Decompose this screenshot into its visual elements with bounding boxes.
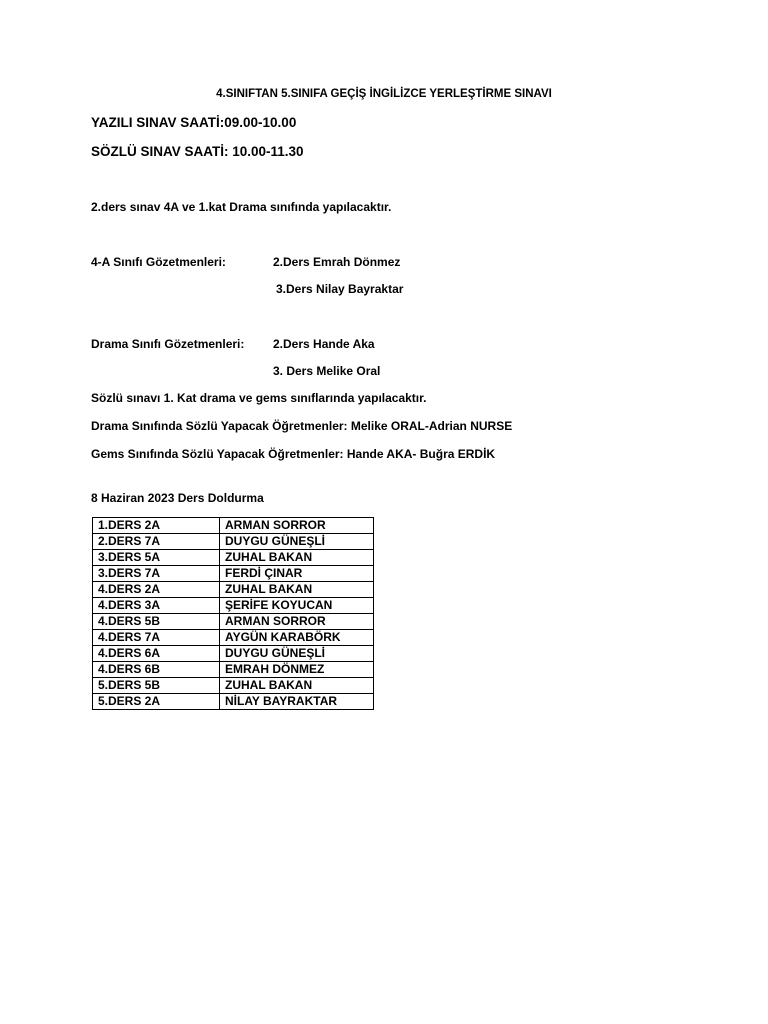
lesson-cell: 3.DERS 5A — [93, 550, 220, 566]
lesson-cell: 4.DERS 2A — [93, 582, 220, 598]
proctors-drama-label: Drama Sınıfı Gözetmenleri: — [91, 337, 245, 351]
lesson-cell: 4.DERS 3A — [93, 598, 220, 614]
document-title: 4.SINIFTAN 5.SINIFA GEÇİŞ İNGİLİZCE YERLEŞTİRME SINAVI — [216, 88, 552, 100]
lesson-cell: 4.DERS 6A — [93, 646, 220, 662]
drama-oral-teachers: Drama Sınıfında Sözlü Yapacak Öğretmenler: Melike ORAL-Adrian NURSE — [91, 419, 513, 433]
lesson-cell: 3.DERS 7A — [93, 566, 220, 582]
table-row — [93, 550, 374, 566]
lesson-cell: 4.DERS 6B — [93, 662, 220, 678]
teacher-cell: DUYGU GÜNEŞLİ — [220, 534, 374, 550]
proctors-4a-item-1: 2.Ders Emrah Dönmez — [273, 255, 401, 269]
table-row — [93, 694, 374, 710]
lesson-cell: 1.DERS 2A — [93, 518, 220, 534]
teacher-cell: ZUHAL BAKAN — [220, 550, 374, 566]
teacher-cell: FERDİ ÇINAR — [220, 566, 374, 582]
table-row — [93, 598, 374, 614]
teacher-cell: DUYGU GÜNEŞLİ — [220, 646, 374, 662]
table-row — [93, 518, 374, 534]
table-row — [93, 662, 374, 678]
proctors-4a-label: 4-A Sınıfı Gözetmenleri: — [91, 255, 226, 269]
table-row — [93, 582, 374, 598]
proctors-4a-item-2: 3.Ders Nilay Bayraktar — [276, 282, 404, 296]
oral-exam-time: SÖZLÜ SINAV SAATİ: 10.00-11.30 — [91, 144, 304, 159]
oral-location: Sözlü sınavı 1. Kat drama ve gems sınıflarında yapılacaktır. — [91, 391, 427, 405]
table-row — [93, 678, 374, 694]
teacher-cell: AYGÜN KARABÖRK — [220, 630, 374, 646]
fill-in-heading: 8 Haziran 2023 Ders Doldurma — [91, 491, 264, 505]
teacher-cell: EMRAH DÖNMEZ — [220, 662, 374, 678]
lesson-cell: 4.DERS 7A — [93, 630, 220, 646]
lesson-cell: 5.DERS 5B — [93, 678, 220, 694]
teacher-cell: NİLAY BAYRAKTAR — [220, 694, 374, 710]
teacher-cell: ŞERİFE KOYUCAN — [220, 598, 374, 614]
fill-in-table — [92, 517, 374, 710]
table-row — [93, 614, 374, 630]
teacher-cell: ARMAN SORROR — [220, 614, 374, 630]
proctors-drama-item-1: 2.Ders Hande Aka — [273, 337, 375, 351]
table-row — [93, 566, 374, 582]
teacher-cell: ZUHAL BAKAN — [220, 582, 374, 598]
teacher-cell: ARMAN SORROR — [220, 518, 374, 534]
lesson-cell: 2.DERS 7A — [93, 534, 220, 550]
written-exam-time: YAZILI SINAV SAATİ:09.00-10.00 — [91, 115, 297, 130]
table-row — [93, 646, 374, 662]
table-row — [93, 534, 374, 550]
table-row — [93, 630, 374, 646]
exam-location: 2.ders sınav 4A ve 1.kat Drama sınıfında yapılacaktır. — [91, 200, 392, 214]
gems-oral-teachers: Gems Sınıfında Sözlü Yapacak Öğretmenler: Hande AKA- Buğra ERDİK — [91, 447, 496, 461]
lesson-cell: 4.DERS 5B — [93, 614, 220, 630]
proctors-drama-item-2: 3. Ders Melike Oral — [273, 364, 381, 378]
teacher-cell: ZUHAL BAKAN — [220, 678, 374, 694]
lesson-cell: 5.DERS 2A — [93, 694, 220, 710]
